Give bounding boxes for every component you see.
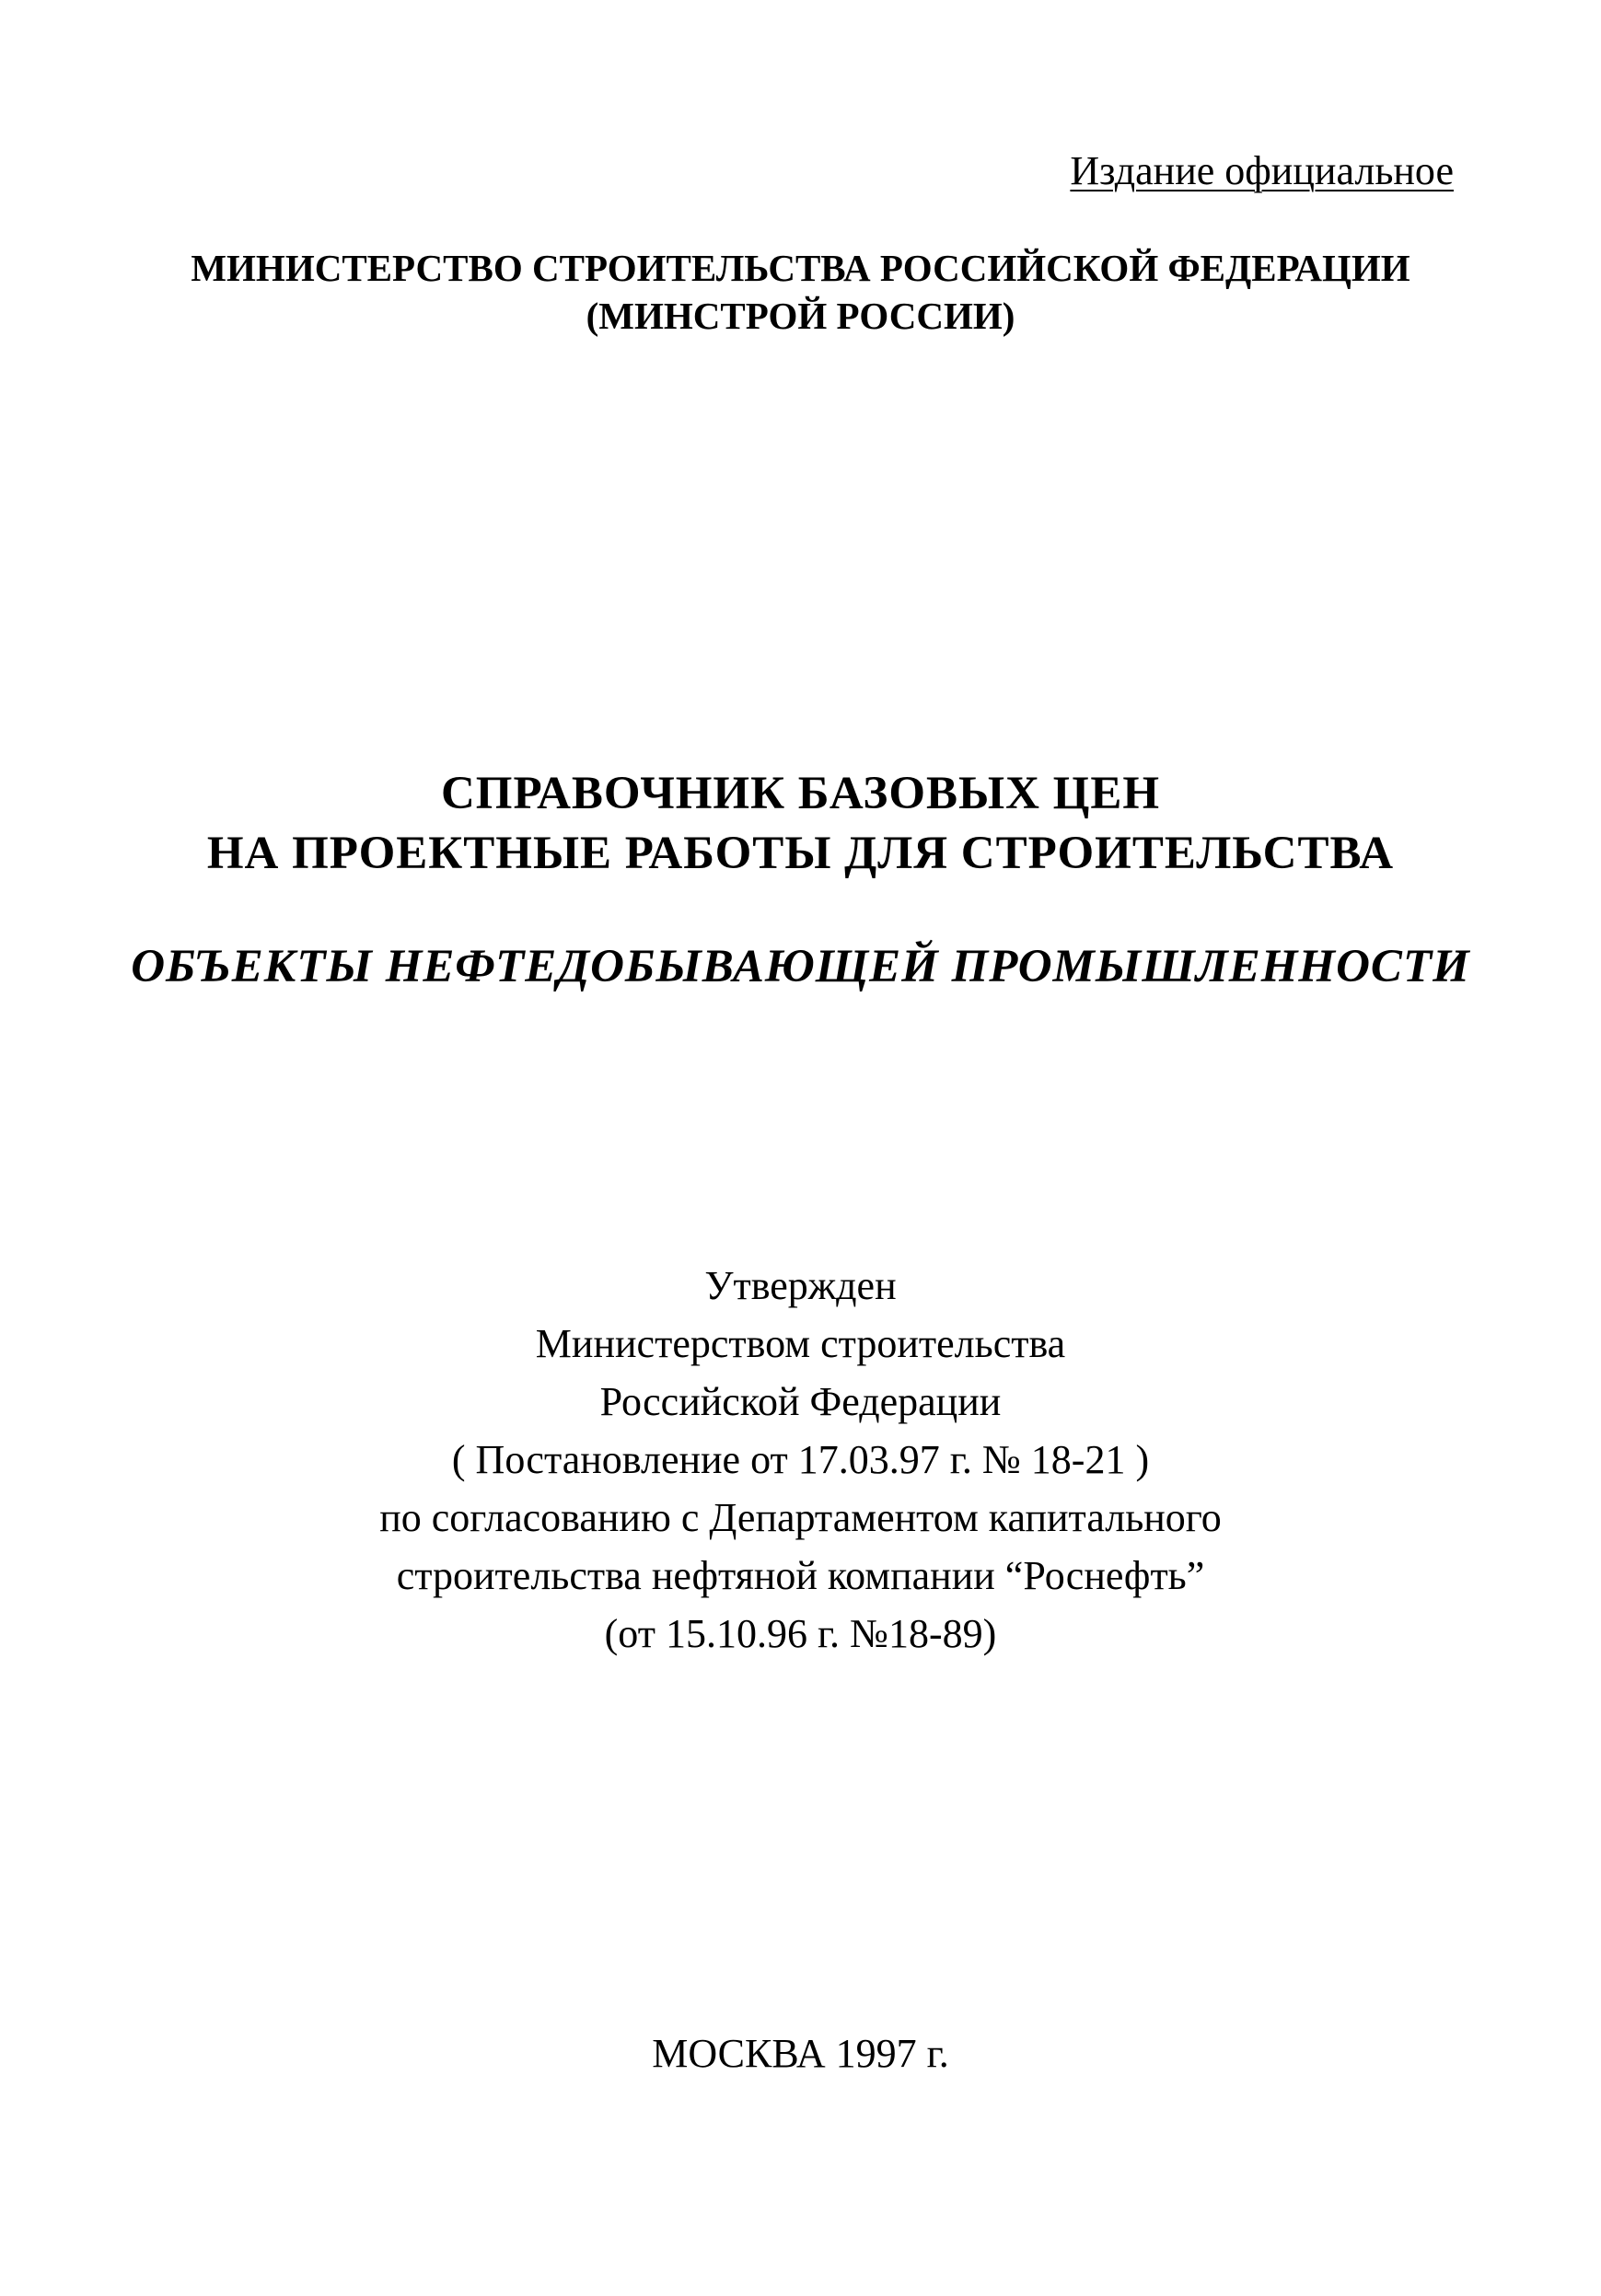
city-year: МОСКВА 1997 г. [652, 2031, 949, 2076]
title-line-2: НА ПРОЕКТНЫЕ РАБОТЫ ДЛЯ СТРОИТЕЛЬСТВА [206, 828, 1395, 879]
approval-line: (от 15.10.96 г. №18-89) [604, 1611, 997, 1656]
approval-block [0, 1257, 1601, 1663]
ministry-name: МИНИСТЕРСТВО СТРОИТЕЛЬСТВА РОССИЙСКОЙ ФЕДЕРАЦИИ [191, 247, 1410, 289]
approval-line: Российской Федерации [599, 1379, 1002, 1424]
approval-line: строительства нефтяной компании “Роснефть” [396, 1553, 1205, 1598]
ministry-abbreviation: (МИНСТРОЙ РОССИИ) [586, 295, 1015, 337]
ministry-heading [0, 244, 1601, 340]
approval-line: Министерством строительства [535, 1321, 1066, 1366]
edition-label: Издание официальное [1070, 148, 1454, 193]
approval-line: по согласованию с Департаментом капитального [379, 1495, 1222, 1540]
title-line-1: СПРАВОЧНИК БАЗОВЫХ ЦЕН [440, 768, 1161, 819]
document-title [0, 764, 1601, 884]
approval-line: Утвержден [704, 1263, 897, 1308]
approval-line: ( Постановление от 17.03.97 г. № 18-21 ) [451, 1437, 1150, 1482]
document-subtitle: ОБЪЕКТЫ НЕФТЕДОБЫВАЮЩЕЙ ПРОМЫШЛЕННОСТИ [131, 941, 1470, 992]
